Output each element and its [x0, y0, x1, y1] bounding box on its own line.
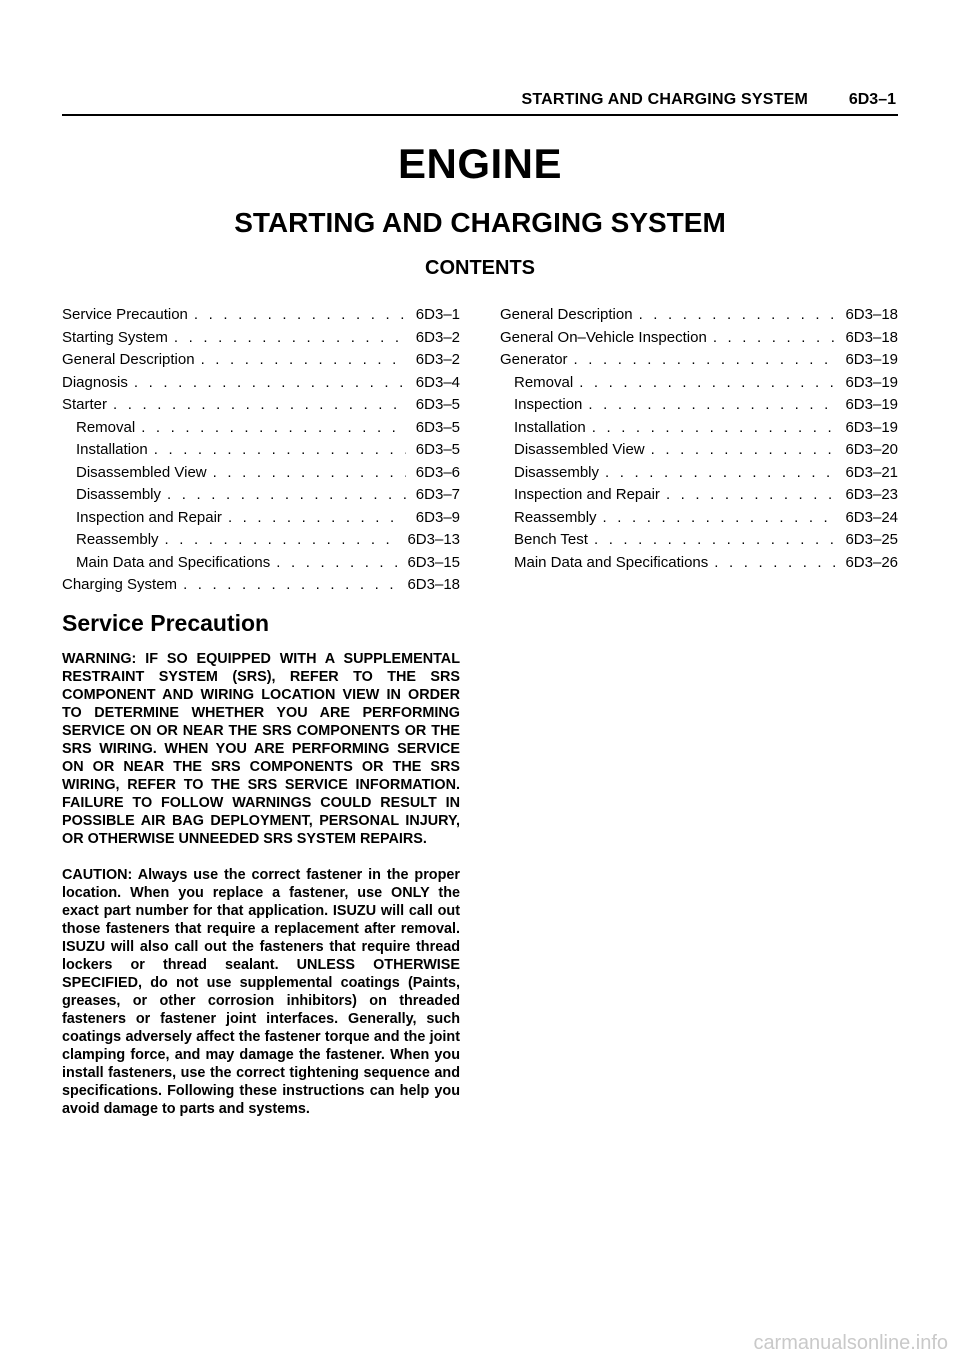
title-starting-charging: STARTING AND CHARGING SYSTEM — [234, 207, 726, 238]
toc-entry[interactable] — [500, 418, 898, 441]
toc-entry-label: Disassembled View — [76, 463, 207, 481]
toc-entry-label: Service Precaution — [62, 306, 188, 323]
toc-leader-dots — [141, 418, 406, 438]
toc-entry[interactable] — [62, 395, 460, 418]
toc-entry-page: 6D3–5 — [415, 418, 460, 436]
toc-leader-dots — [603, 508, 836, 528]
toc-entry-label: Main Data and Specifications — [76, 553, 271, 571]
toc-leader-dots — [588, 395, 835, 415]
toc-entry-page: 6D3–26 — [845, 553, 898, 571]
toc-entry-page: 6D3–25 — [845, 531, 898, 548]
toc-entry[interactable] — [500, 463, 898, 486]
toc-entry-page: 6D3–15 — [407, 553, 460, 571]
toc-leader-dots — [713, 328, 836, 348]
toc-entry-page: 6D3–19 — [845, 351, 898, 368]
toc-entry-page: 6D3–5 — [415, 441, 460, 458]
toc-entry-page: 6D3–7 — [415, 486, 460, 503]
toc-entry-page: 6D3–18 — [845, 328, 898, 346]
toc-entry-label: Generator — [500, 351, 568, 368]
toc-entry-page: 6D3–9 — [415, 508, 460, 526]
toc-leader-dots — [651, 440, 836, 460]
toc-entry-label: General On–Vehicle Inspection — [500, 328, 707, 346]
toc-entry[interactable] — [62, 508, 460, 531]
toc-leader-dots — [154, 440, 406, 460]
toc-leader-dots — [605, 463, 835, 483]
toc-leader-dots — [134, 373, 406, 393]
toc-entry[interactable] — [62, 575, 460, 598]
toc-entry-page: 6D3–19 — [845, 373, 898, 391]
toc-entry-label: Installation — [514, 418, 586, 436]
toc-entry[interactable] — [500, 328, 898, 351]
toc-entry-page: 6D3–6 — [415, 463, 460, 481]
toc-entry[interactable] — [62, 485, 460, 508]
toc-entry-label: Disassembled View — [514, 441, 645, 458]
toc-leader-dots — [174, 328, 406, 348]
toc-left-column — [62, 305, 460, 598]
toc-leader-dots — [113, 395, 406, 415]
warning-paragraph: WARNING: IF SO EQUIPPED WITH A SUPPLEMENTAL RESTRAINT SYSTEM (SRS), REFER TO THE SRS COMPONENT AND WIRING LOCATION VIEW IN ORDER TO DETERMINE WHETHER YOU ARE PERFORMING SERVICE ON OR NEAR THE SRS COMPONENTS OR THE SRS WIRING. WHEN YOU ARE PERFORMING SERVICE ON OR NEAR THE SRS COMPONENTS OR THE SRS WIRING, REFER TO THE SRS SERVICE INFORMATION. FAILURE TO FOLLOW WARNINGS COULD RESULT IN POSSIBLE AIR BAG DEPLOYMENT, PERSONAL INJURY, OR OTHERWISE UNNEEDED SRS SYSTEM REPAIRS. — [62, 651, 460, 847]
toc-leader-dots — [228, 508, 406, 528]
toc-entry[interactable] — [62, 440, 460, 463]
toc-entry-label: Removal — [514, 373, 574, 391]
toc-entry-page: 6D3–24 — [845, 508, 898, 526]
toc-entry-label: Removal — [76, 418, 136, 436]
toc-entry-page: 6D3–1 — [415, 306, 460, 323]
toc-entry[interactable] — [500, 373, 898, 396]
toc-entry[interactable] — [62, 305, 460, 328]
toc-entry-page: 6D3–21 — [845, 463, 898, 481]
toc-entry-page: 6D3–20 — [845, 441, 898, 458]
toc-entry-page: 6D3–2 — [415, 351, 460, 368]
toc-entry-label: General Description — [500, 306, 633, 323]
toc-leader-dots — [194, 305, 406, 325]
toc-entry[interactable] — [62, 418, 460, 441]
toc-entry[interactable] — [500, 440, 898, 463]
toc-leader-dots — [592, 418, 836, 438]
header-page-number: 6D3–1 — [848, 91, 896, 108]
toc-entry-page: 6D3–5 — [415, 396, 460, 413]
toc-leader-dots — [579, 373, 835, 393]
title-engine: ENGINE — [397, 140, 563, 187]
toc-entry-label: Reassembly — [514, 508, 597, 526]
toc-leader-dots — [183, 575, 397, 595]
toc-entry-label: Charging System — [62, 576, 178, 593]
toc-entry-page: 6D3–19 — [845, 396, 898, 413]
title-contents: CONTENTS — [425, 257, 535, 279]
toc-leader-dots — [574, 350, 836, 370]
toc-entry[interactable] — [500, 530, 898, 553]
toc-leader-dots — [276, 553, 397, 573]
toc-entry[interactable] — [500, 508, 898, 531]
toc-entry[interactable] — [500, 485, 898, 508]
toc-entry[interactable] — [500, 305, 898, 328]
toc-entry[interactable] — [62, 553, 460, 576]
toc-entry-page: 6D3–4 — [415, 373, 460, 391]
toc-entry-page: 6D3–18 — [407, 576, 460, 593]
toc-entry-label: Inspection and Repair — [76, 508, 222, 526]
toc-entry-page: 6D3–18 — [845, 306, 898, 323]
toc-leader-dots — [594, 530, 836, 550]
toc-entry-page: 6D3–13 — [407, 531, 460, 548]
toc-leader-dots — [639, 305, 836, 325]
toc-entry-label: Reassembly — [76, 531, 159, 548]
toc-entry-page: 6D3–2 — [415, 328, 460, 346]
toc-leader-dots — [167, 485, 406, 505]
toc-entry-label: General Description — [62, 351, 195, 368]
toc-entry-label: Disassembly — [76, 486, 162, 503]
toc-entry[interactable] — [62, 463, 460, 486]
toc-entry-label: Starter — [62, 396, 108, 413]
toc-leader-dots — [165, 530, 398, 550]
toc-entry[interactable] — [62, 373, 460, 396]
service-precaution-heading: Service Precaution — [62, 610, 270, 636]
toc-entry-page: 6D3–19 — [845, 418, 898, 436]
toc-leader-dots — [213, 463, 406, 483]
toc-entry[interactable] — [500, 395, 898, 418]
header-section-title: STARTING AND CHARGING SYSTEM — [521, 91, 808, 108]
caution-paragraph: CAUTION: Always use the correct fastener in the proper location. When you replace a fastener, use ONLY the exact part number for that application. ISUZU will call out those fasteners that require a replacement after removal. ISUZU will also call out the fasteners that require thread lockers or thread sealant. UNLESS OTHERWISE SPECIFIED, do not use supplemental coatings (Paints, greases, or other corrosion inhibitors) on threaded fasteners or fastener joint interfaces. Generally, such coatings adversely affect the fastener torque and the joint clamping force, and may damage the fastener. When you install fasteners, use the correct tightening sequence and specifications. Following these instructions can help you avoid damage to parts and systems. — [62, 867, 460, 1117]
toc-entry-label: Bench Test — [514, 531, 588, 548]
toc-entry-label: Inspection — [514, 396, 583, 413]
toc-entry-label: Diagnosis — [62, 373, 128, 391]
toc-entry[interactable] — [62, 530, 460, 553]
toc-entry-label: Starting System — [62, 328, 168, 346]
toc-leader-dots — [666, 485, 836, 505]
toc-entry-label: Inspection and Repair — [514, 486, 660, 503]
toc-entry-label: Installation — [76, 441, 148, 458]
toc-entry-page: 6D3–23 — [845, 486, 898, 503]
toc-right-column — [500, 305, 898, 575]
toc-entry[interactable] — [62, 328, 460, 351]
footer-watermark: carmanualsonline.info — [753, 1332, 948, 1354]
toc-leader-dots — [714, 553, 835, 573]
toc-leader-dots — [201, 350, 406, 370]
toc-entry[interactable] — [500, 553, 898, 576]
toc-entry-label: Main Data and Specifications — [514, 553, 709, 571]
toc-entry[interactable] — [62, 350, 460, 373]
toc-entry-label: Disassembly — [514, 463, 600, 481]
toc-entry[interactable] — [500, 350, 898, 373]
page-header — [62, 88, 898, 116]
